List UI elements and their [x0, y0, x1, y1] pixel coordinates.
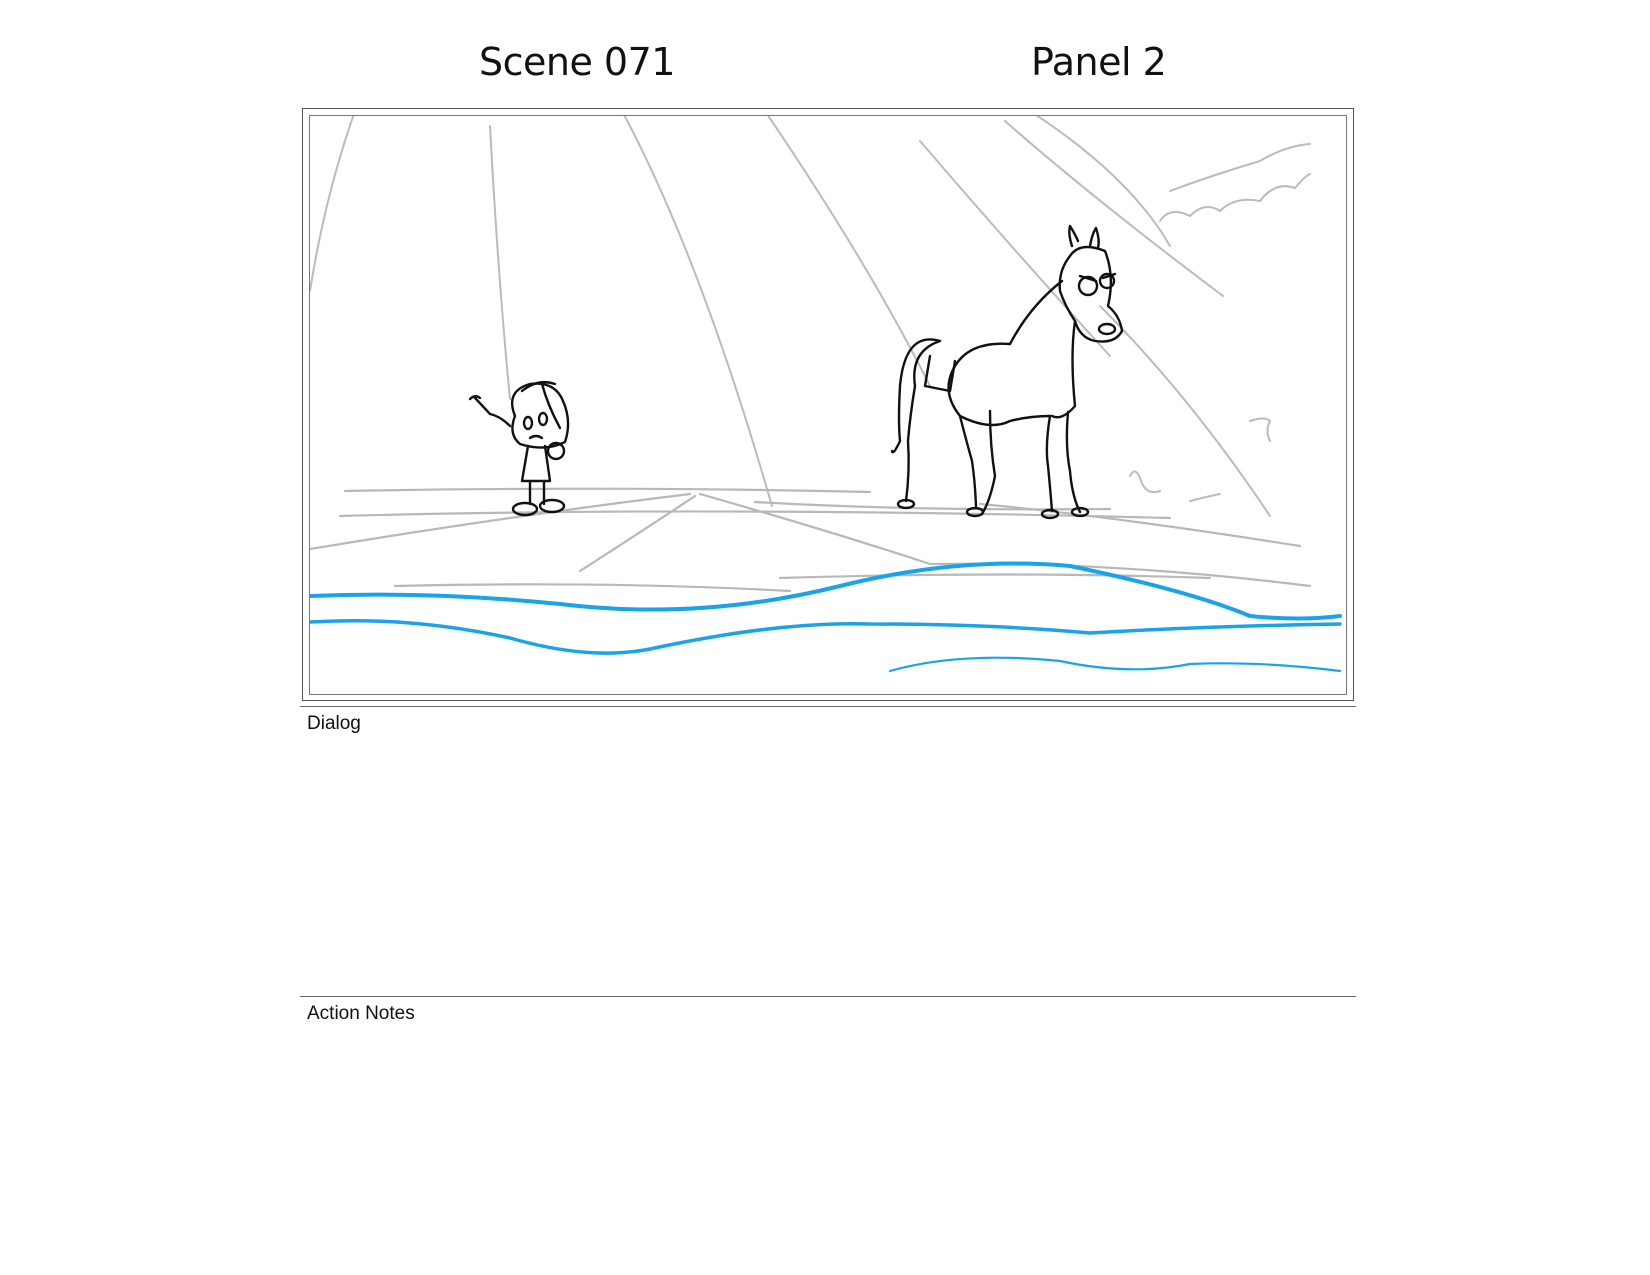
panel-number: Panel 2 — [1031, 40, 1167, 84]
action-notes-label: Action Notes — [307, 1003, 415, 1024]
action-notes-divider — [300, 996, 1356, 997]
storyboard-panel — [309, 115, 1347, 695]
water-lines — [310, 564, 1340, 672]
ground-lines — [310, 489, 1310, 591]
dialog-divider — [300, 706, 1356, 707]
background-lines — [310, 116, 1310, 516]
storyboard-sketch — [310, 116, 1347, 695]
scene-number: Scene 071 — [479, 40, 675, 84]
dialog-label: Dialog — [307, 713, 361, 734]
horse-character — [892, 226, 1122, 518]
girl-character — [470, 382, 568, 515]
